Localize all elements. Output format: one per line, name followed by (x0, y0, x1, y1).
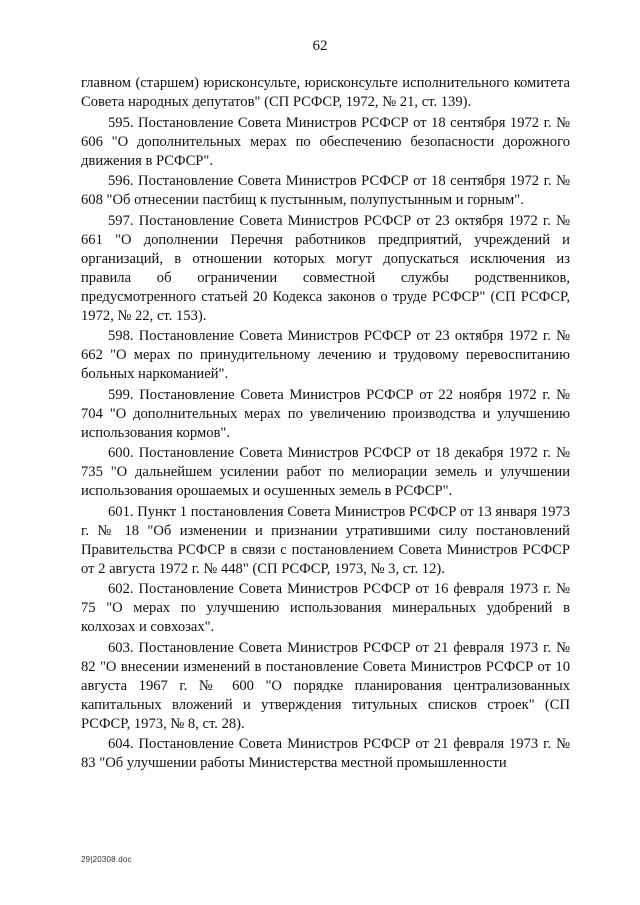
list-item-601: 601. Пункт 1 постановления Совета Министров РСФСР от 13 января 1973 г. № 18 "Об изменении и признании утратившими силу постановлений Правительства РСФСР в связи с постановлением Совета Министров РСФСР от 2 августа 1972 г. № 448" (СП РСФСР, 1973, № 3, ст. 12). (81, 503, 570, 577)
paragraph-continuation: главном (старшем) юрисконсульте, юрисконсульте исполнительного комитета Совета народных депутатов" (СП РСФСР, 1972, № 21, ст. 139). (81, 75, 570, 110)
list-item-599: 599. Постановление Совета Министров РСФСР от 22 ноября 1972 г. № 704 "О дополнительных мерах по увеличению производства и улучшению использования кормов". (81, 386, 570, 441)
list-item-598: 598. Постановление Совета Министров РСФСР от 23 октября 1972 г. № 662 "О мерах по принудительному лечению и трудовому перевоспитанию больных наркоманией". (81, 328, 570, 382)
list-item-602: 602. Постановление Совета Министров РСФСР от 16 февраля 1973 г. № 75 "О мерах по улучшению использования минеральных удобрений в колхозах и совхозах". (81, 581, 570, 635)
page-number: 62 (312, 38, 328, 54)
list-item-596: 596. Постановление Совета Министров РСФСР от 18 сентября 1972 г. № 608 "Об отнесении пастбищ к пустынным, полупустынным и горным". (81, 173, 570, 208)
footer-filename: 29|20308.doc (81, 855, 132, 864)
list-item-600: 600. Постановление Совета Министров РСФСР от 18 декабря 1972 г. № 735 "О дальнейшем усилении работ по мелиорации земель и улучшении использования орошаемых и осушенных земель в РСФСР". (81, 445, 570, 499)
list-item-597: 597. Постановление Совета Министров РСФСР от 23 октября 1972 г. № 661 "О дополнении Перечня работников предприятий, учреждений и организаций, в отношении которых могут допускаться исключения из правила об ограничении совместной службы родственников, предусмотренного статьей 20 Кодекса законов о труде РСФСР" (СП РСФСР, 1972, № 22, ст. 153). (81, 212, 570, 324)
list-item-603: 603. Постановление Совета Министров РСФСР от 21 февраля 1973 г. № 82 "О внесении изменений в постановление Совета Министров РСФСР от 10 августа 1967 г. № 600 "О порядке планирования централизованных капитальных вложений и утверждения титульных списков строек" (СП РСФСР, 1973, № 8, ст. 28). (81, 639, 570, 732)
document-body (81, 74, 570, 775)
list-item-595: 595. Постановление Совета Министров РСФСР от 18 сентября 1972 г. № 606 "О дополнительных мерах по обеспечению безопасности дорожного движения в РСФСР". (81, 114, 570, 169)
list-item-604: 604. Постановление Совета Министров РСФСР от 21 февраля 1973 г. № 83 "Об улучшении работы Министерства местной промышленности (81, 736, 570, 771)
